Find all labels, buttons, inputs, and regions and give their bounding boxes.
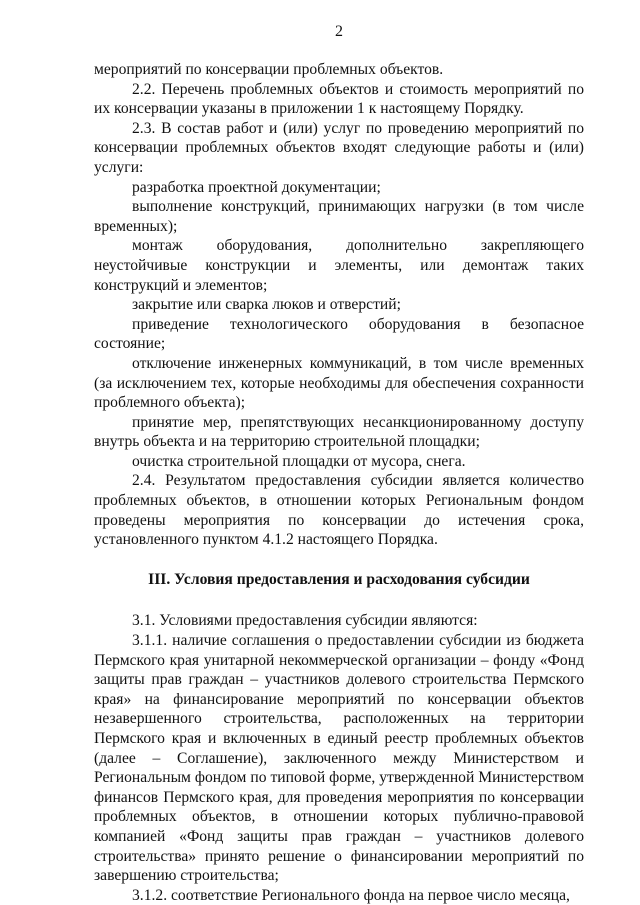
paragraph: 2.4. Результатом предоставления субсидии является количество проблемных объектов, в отношении которых Региональным фондом проведены мероприятия по консервации до истечения срока, установленного пунктом 4.1.2 настоящего Порядка. — [94, 472, 584, 549]
section-2-continuation — [94, 60, 584, 550]
paragraph: монтаж оборудования, дополнительно закрепляющего неустойчивые конструкции и элементы, или демонтаж таких конструкций и элементов; — [94, 237, 584, 294]
paragraph: принятие мер, препятствующих несанкционированному доступу внутрь объекта и на территорию строительной площадки; — [94, 413, 584, 451]
paragraph: закрытие или сварка люков и отверстий; — [132, 296, 401, 314]
paragraph: 2.2. Перечень проблемных объектов и стоимость мероприятий по их консервации указаны в приложении 1 к настоящему Порядку. — [94, 80, 584, 118]
paragraph: выполнение конструкций, принимающих нагрузки (в том числе временных); — [94, 198, 584, 235]
paragraph: мероприятий по консервации проблемных объектов. — [94, 61, 444, 78]
paragraph: приведение технологического оборудования в безопасное состояние; — [94, 315, 584, 353]
paragraph: 2.3. В состав работ и (или) услуг по проведению мероприятий по консервации проблемных объектов входят следующие работы и (или) услуги: — [94, 119, 584, 176]
paragraph: отключение инженерных коммуникаций, в том числе временных (за исключением тех, которые необходимы для обеспечения сохранности проблемного объекта); — [94, 354, 584, 412]
document-body — [94, 60, 584, 905]
section-heading: III. Условия предоставления и расходования субсидии — [148, 570, 530, 588]
paragraph: разработка проектной документации; — [132, 178, 381, 196]
page-number: 2 — [335, 23, 343, 40]
paragraph: очистка строительной площадки от мусора, снега. — [132, 452, 466, 470]
section-3-body — [94, 611, 584, 905]
paragraph: 3.1. Условиями предоставления субсидии являются: — [132, 612, 478, 630]
paragraph: 3.1.1. наличие соглашения о предоставлении субсидии из бюджета Пермского края унитарной некоммерческой организации – фонду «Фонд защиты прав граждан – участников долевого строительства Пермского края» на финансирование мероприятий по консервации объектов незавершенного строительства, расположенных на территории Пермского края и включенных в единый реестр проблемных объектов (далее – Соглашение), заключенного между Министерством и Региональным фондом по типовой форме, утвержденной Министерством финансов Пермского края, для проведения мероприятия по консервации проблемных объектов, в отношении которых публично-правовой компанией «Фонд защиты прав граждан – участников долевого строительства» принято решение о финансировании мероприятий по завершению строительства; — [94, 632, 584, 885]
paragraph: 3.1.2. соответствие Регионального фонда на первое число месяца, — [132, 886, 570, 904]
